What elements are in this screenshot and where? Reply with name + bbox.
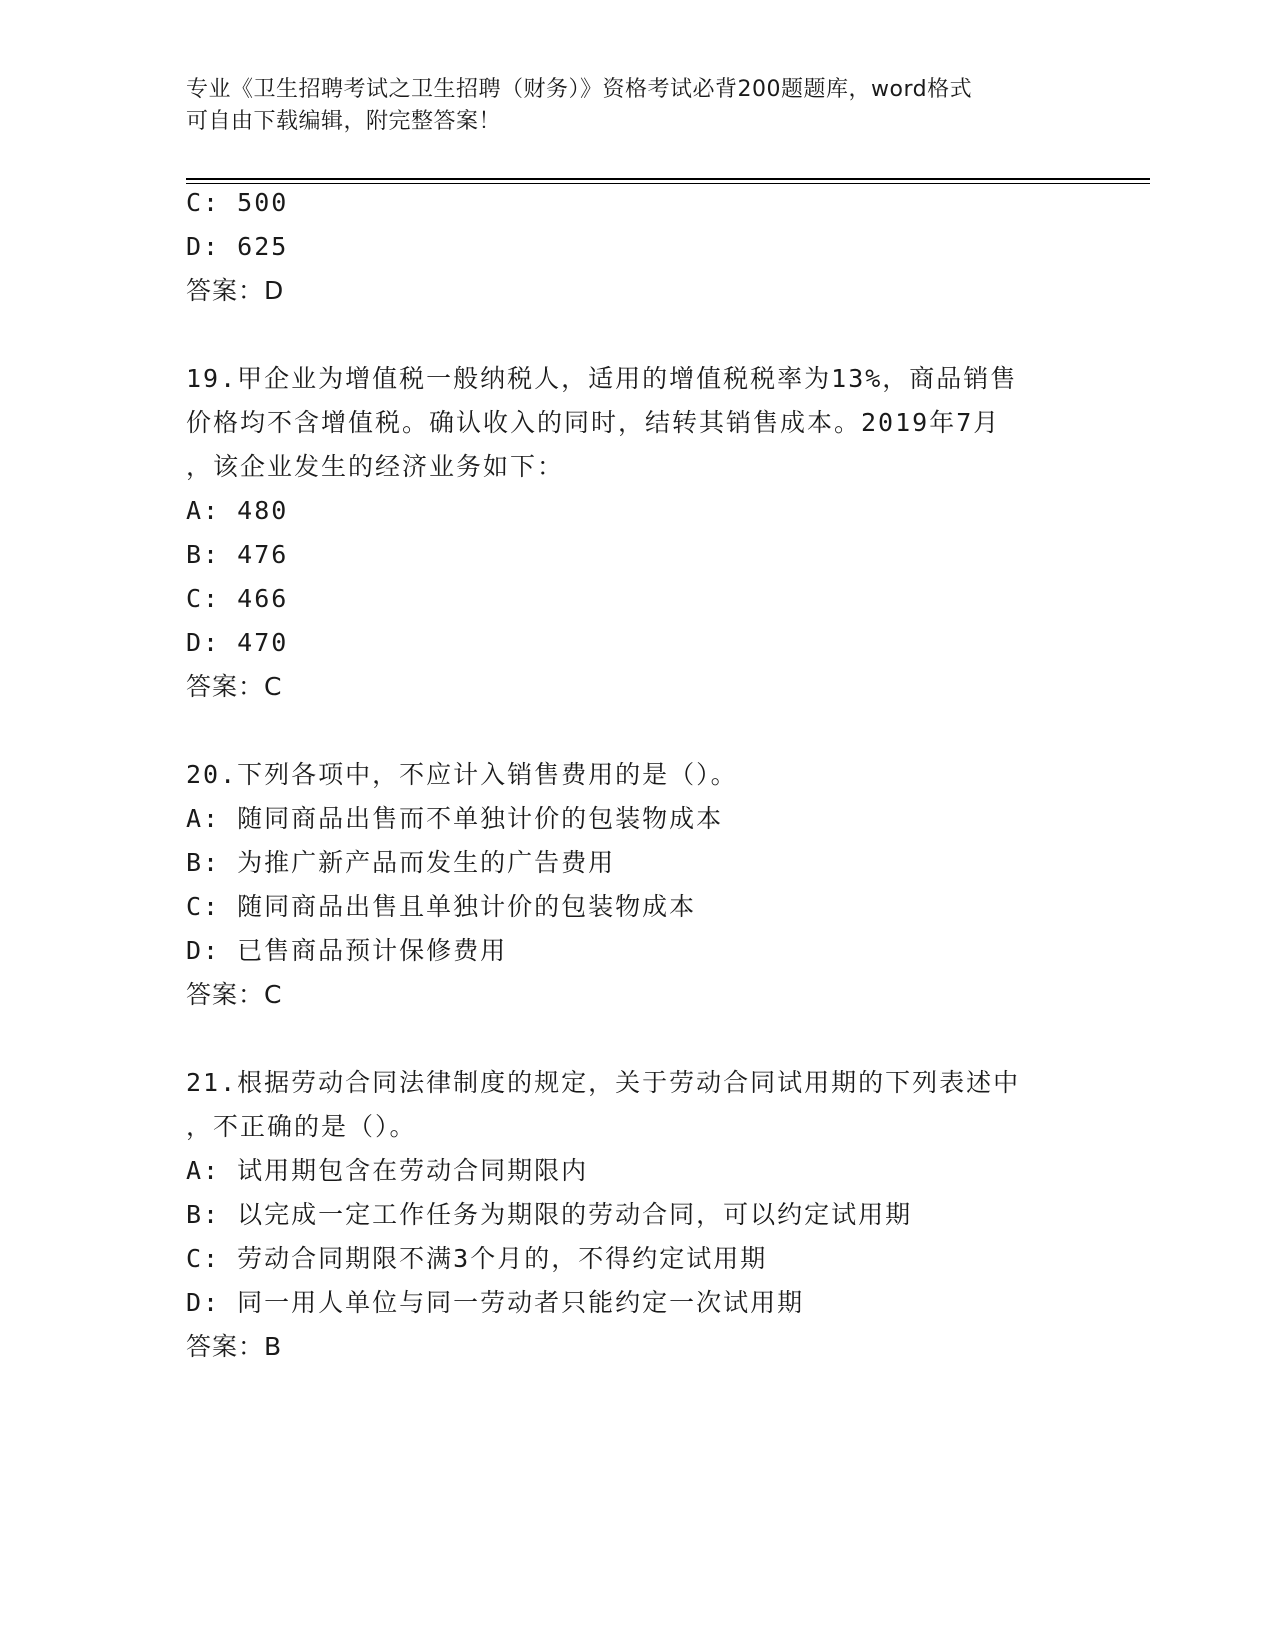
option-text: 已售商品预计保修费用 (237, 936, 508, 965)
header-line-1: 专业《卫生招聘考试之卫生招聘（财务）》资格考试必背200题题库，word格式 (186, 77, 973, 102)
option-label: C: (186, 188, 221, 217)
option-line (186, 626, 288, 660)
option-label: D: (186, 232, 221, 261)
option-line (186, 846, 615, 880)
option-line (186, 934, 507, 968)
option-line (186, 890, 696, 924)
option-label: A: (186, 496, 221, 525)
option-label: D: (186, 1288, 221, 1317)
option-line (186, 538, 288, 572)
option-line (186, 1154, 588, 1188)
option-text: 随同商品出售而不单独计价的包装物成本 (237, 804, 724, 833)
option-text: 470 (237, 628, 289, 657)
option-label: D: (186, 628, 221, 657)
option-text: 480 (237, 496, 289, 525)
option-label: A: (186, 804, 221, 833)
option-text: 以完成一定工作任务为期限的劳动合同，可以约定试用期 (237, 1200, 913, 1229)
option-label: B: (186, 848, 221, 877)
question-stem-line: 价格均不含增值税。确认收入的同时，结转其销售成本。2019年7月 (186, 408, 1001, 437)
option-text: 随同商品出售且单独计价的包装物成本 (237, 892, 697, 921)
option-text: 试用期包含在劳动合同期限内 (237, 1156, 589, 1185)
option-line (186, 802, 723, 836)
option-text: 500 (237, 188, 289, 217)
option-line (186, 582, 288, 616)
question-stem-line: ，不正确的是（）。 (186, 1112, 417, 1141)
option-line (186, 186, 288, 220)
option-text: 476 (237, 540, 289, 569)
answer-line: 答案：D (186, 276, 285, 305)
option-line (186, 1286, 804, 1320)
question-stem-line: 21.根据劳动合同法律制度的规定，关于劳动合同试用期的下列表述中 (186, 1068, 1021, 1097)
option-label: D: (186, 936, 221, 965)
option-label: A: (186, 1156, 221, 1185)
answer-line: 答案：C (186, 980, 283, 1009)
question-stem-line: 19.甲企业为增值税一般纳税人，适用的增值税税率为13%，商品销售 (186, 364, 1018, 393)
option-text: 为推广新产品而发生的广告费用 (237, 848, 616, 877)
option-line (186, 1242, 767, 1276)
option-text: 劳动合同期限不满3个月的，不得约定试用期 (237, 1244, 768, 1273)
option-label: C: (186, 584, 221, 613)
header-divider-thin (186, 183, 1150, 184)
option-line (186, 1198, 912, 1232)
option-line (186, 494, 288, 528)
option-label: B: (186, 540, 221, 569)
option-label: B: (186, 1200, 221, 1229)
option-line (186, 230, 288, 264)
option-text: 466 (237, 584, 289, 613)
option-text: 625 (237, 232, 289, 261)
option-text: 同一用人单位与同一劳动者只能约定一次试用期 (237, 1288, 805, 1317)
header-divider-thick (186, 178, 1150, 180)
answer-line: 答案：C (186, 672, 283, 701)
answer-line: 答案：B (186, 1332, 283, 1361)
option-label: C: (186, 892, 221, 921)
option-label: C: (186, 1244, 221, 1273)
document-header (186, 74, 1066, 138)
question-stem-line: ，该企业发生的经济业务如下： (186, 452, 565, 481)
question-stem-line: 20.下列各项中，不应计入销售费用的是（）。 (186, 760, 738, 789)
header-line-2: 可自由下载编辑，附完整答案！ (186, 109, 502, 134)
